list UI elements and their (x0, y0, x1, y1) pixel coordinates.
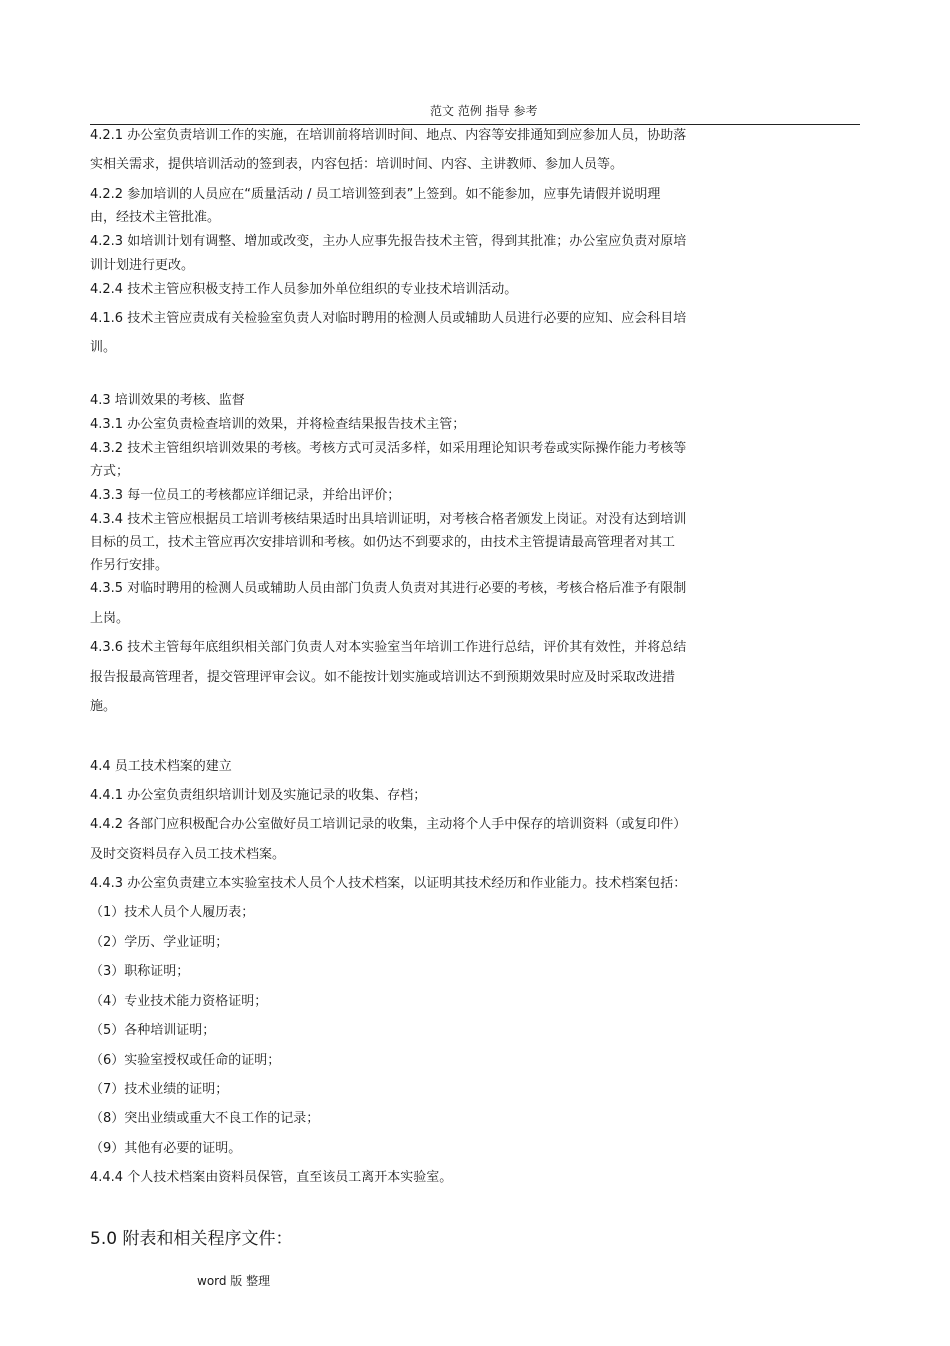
text-line: 训。 (90, 340, 117, 355)
text-line: 4.3.5 对临时聘用的检测人员或辅助人员由部门负责人负责对其进行必要的考核，考核合格后准予有限制 (90, 581, 687, 596)
text-line: 目标的员工，技术主管应再次安排培训和考核。如仍达不到要求的，由技术主管提请最高管理者对其工 (90, 535, 676, 550)
text-line: 由，经技术主管批准。 (90, 210, 221, 225)
text-line: （6）实验室授权或任命的证明； (90, 1053, 281, 1068)
text-line: 4.3 培训效果的考核、监督 (90, 393, 245, 408)
text-line: 4.3.1 办公室负责检查培训的效果，并将检查结果报告技术主管； (90, 417, 466, 432)
header-rule (90, 124, 860, 125)
text-line: 4.2.1 办公室负责培训工作的实施，在培训前将培训时间、地点、内容等安排通知到应参加人员，协助落 (90, 128, 687, 143)
text-line: （2）学历、学业证明； (90, 935, 229, 950)
text-line: 作另行安排。 (90, 558, 169, 573)
text-line: （5）各种培训证明； (90, 1023, 216, 1038)
text-line: 4.1.6 技术主管应责成有关检验室负责人对临时聘用的检测人员或辅助人员进行必要的应知、应会科目培 (90, 311, 687, 326)
text-line: 上岗。 (90, 611, 130, 626)
text-line: 4.4.1 办公室负责组织培训计划及实施记录的收集、存档； (90, 788, 427, 803)
text-line: （7）技术业绩的证明； (90, 1082, 229, 1097)
text-line: 4.3.3 每一位员工的考核都应详细记录，并给出评价； (90, 488, 401, 503)
text-line: 4.4 员工技术档案的建立 (90, 759, 232, 774)
text-line: 4.4.4 个人技术档案由资料员保管，直至该员工离开本实验室。 (90, 1170, 453, 1185)
text-line: 4.3.4 技术主管应根据员工培训考核结果适时出具培训证明，对考核合格者颁发上岗证。对没有达到培训 (90, 512, 687, 527)
text-line: 4.3.6 技术主管每年底组织相关部门负责人对本实验室当年培训工作进行总结，评价其有效性，并将总结 (90, 640, 687, 655)
text-line: （9）其他有必要的证明。 (90, 1141, 242, 1156)
text-line: 训计划进行更改。 (90, 258, 195, 273)
page-header: 范文 范例 指导 参考 (430, 104, 538, 118)
text-line: 实相关需求，提供培训活动的签到表，内容包括：培训时间、内容、主讲教师、参加人员等。 (90, 157, 624, 172)
text-line: （8）突出业绩或重大不良工作的记录； (90, 1111, 320, 1126)
text-line: 4.2.2 参加培训的人员应在“质量活动 / 员工培训签到表”上签到。如不能参加，应事先请假并说明理 (90, 187, 661, 202)
text-line: （3）职称证明； (90, 964, 190, 979)
text-line: 4.2.3 如培训计划有调整、增加或改变，主办人应事先报告技术主管，得到其批准；办公室应负责对原培 (90, 234, 687, 249)
text-line: （1）技术人员个人履历表； (90, 905, 255, 920)
text-line: 4.4.3 办公室负责建立本实验室技术人员个人技术档案，以证明其技术经历和作业能力。技术档案包括： (90, 876, 687, 891)
text-line: 及时交资料员存入员工技术档案。 (90, 847, 286, 862)
text-line: 施。 (90, 699, 117, 714)
section-5-heading: 5.0 附表和相关程序文件： (90, 1229, 293, 1249)
text-line: 4.2.4 技术主管应积极支持工作人员参加外单位组织的专业技术培训活动。 (90, 282, 518, 297)
text-line: 4.4.2 各部门应积极配合办公室做好员工培训记录的收集，主动将个人手中保存的培训资料（或复印件） (90, 817, 687, 832)
page-footer: word 版 整理 (197, 1274, 271, 1288)
text-line: 4.3.2 技术主管组织培训效果的考核。考核方式可灵活多样，如采用理论知识考卷或实际操作能力考核等 (90, 441, 687, 456)
text-line: 方式； (90, 464, 130, 479)
text-line: （4）专业技术能力资格证明； (90, 994, 268, 1009)
text-line: 报告报最高管理者，提交管理评审会议。如不能按计划实施或培训达不到预期效果时应及时采取改进措 (90, 670, 676, 685)
